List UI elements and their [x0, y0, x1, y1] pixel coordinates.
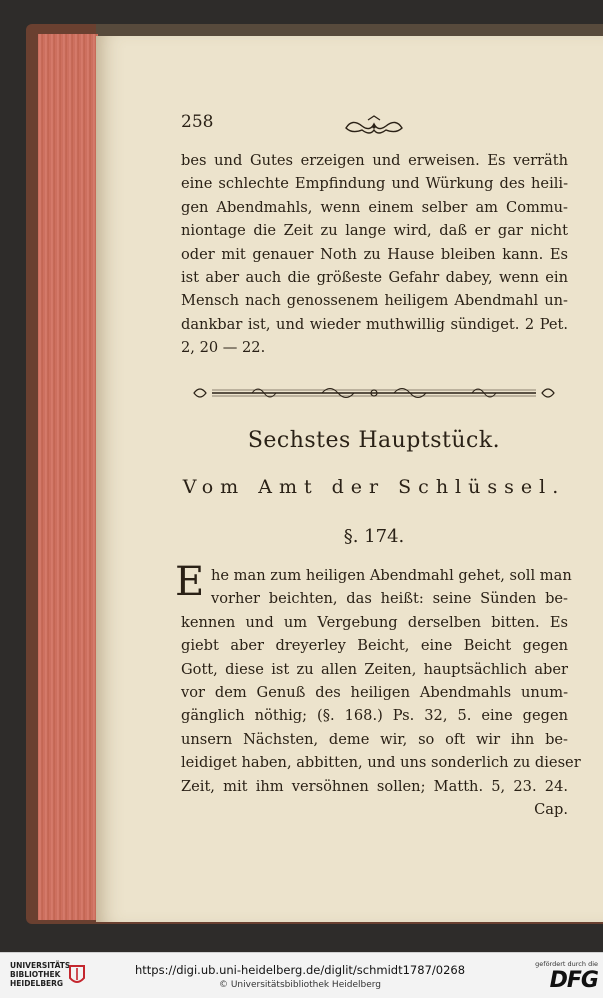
text-line: eine schlechte Empfindung und Würkung des heili-: [181, 175, 568, 193]
text-line: dankbar ist, und wieder muthwillig sündiget. 2 Pet.: [181, 315, 568, 333]
funding-note: gefördert durch die: [535, 960, 598, 968]
text-line: Mensch nach genossenem heiligem Abendmahl un-: [181, 292, 568, 310]
drop-cap: E: [175, 559, 205, 605]
text-line: vor dem Genuß des heiligen Abendmahls unum-: [181, 684, 568, 702]
text-line: he man zum heiligen Abendmahl gehet, soll man: [211, 567, 572, 584]
text-line: Gott, diese ist zu allen Zeiten, hauptsächlich aber: [181, 660, 568, 678]
chapter-subheading: Vom Amt der Schlüssel.: [182, 476, 566, 498]
text-line: Zeit, mit ihm versöhnen sollen; Matth. 5, 23. 24.: [181, 777, 568, 795]
library-emblem-icon: [68, 962, 86, 988]
permalink-url[interactable]: https://digi.ub.uni-heidelberg.de/diglit/schmidt1787/0268: [134, 963, 466, 977]
logo-line: HEIDELBERG: [10, 979, 64, 988]
text-line: kennen und um Vergebung derselben bitten. Es: [181, 613, 568, 631]
text-line: leidiget haben, abbitten, und uns sonderlich zu dieser: [181, 754, 581, 772]
page-number: 258: [181, 112, 214, 132]
text-line: bes und Gutes erzeigen und erweisen. Es verräth: [181, 152, 568, 169]
text-line: gänglich nöthig; (§. 168.) Ps. 32, 5. eine gegen: [181, 707, 568, 725]
header-ornament-icon: [342, 114, 406, 138]
text-line: niontage die Zeit zu lange wird, daß er gar nicht: [181, 222, 568, 240]
text-line: oder mit genauer Noth zu Hause bleiben kann. Es: [181, 245, 568, 263]
paragraph-continued: [181, 149, 568, 360]
dfg-logo[interactable]: DFG: [549, 968, 598, 993]
page-edges: [38, 34, 98, 920]
text-line: 2, 20 — 22.: [181, 339, 266, 357]
text-line: ist aber auch die größeste Gefahr dabey, wenn ein: [181, 269, 568, 287]
section-number: §. 174.: [343, 526, 405, 547]
text-line: vorher beichten, das heißt: seine Sünden be-: [211, 590, 568, 608]
copyright-text: © Universitätsbibliothek Heidelberg: [218, 980, 381, 990]
paragraph: [181, 564, 581, 821]
chapter-heading: Sechstes Hauptstück.: [247, 428, 501, 453]
viewer-footer: [0, 952, 603, 998]
text-line: giebt aber dreyerley Beicht, eine Beicht gegen: [181, 637, 568, 655]
logo-line: BIBLIOTHEK: [10, 970, 61, 979]
catchword: Cap.: [534, 801, 568, 819]
logo-line: UNIVERSITÄTS-: [10, 961, 74, 970]
text-line: unsern Nächsten, deme wir, so oft wir ihn be-: [181, 730, 568, 748]
decorative-divider-icon: [192, 381, 556, 405]
text-line: gen Abendmahls, wenn einem selber am Commu-: [181, 198, 568, 216]
